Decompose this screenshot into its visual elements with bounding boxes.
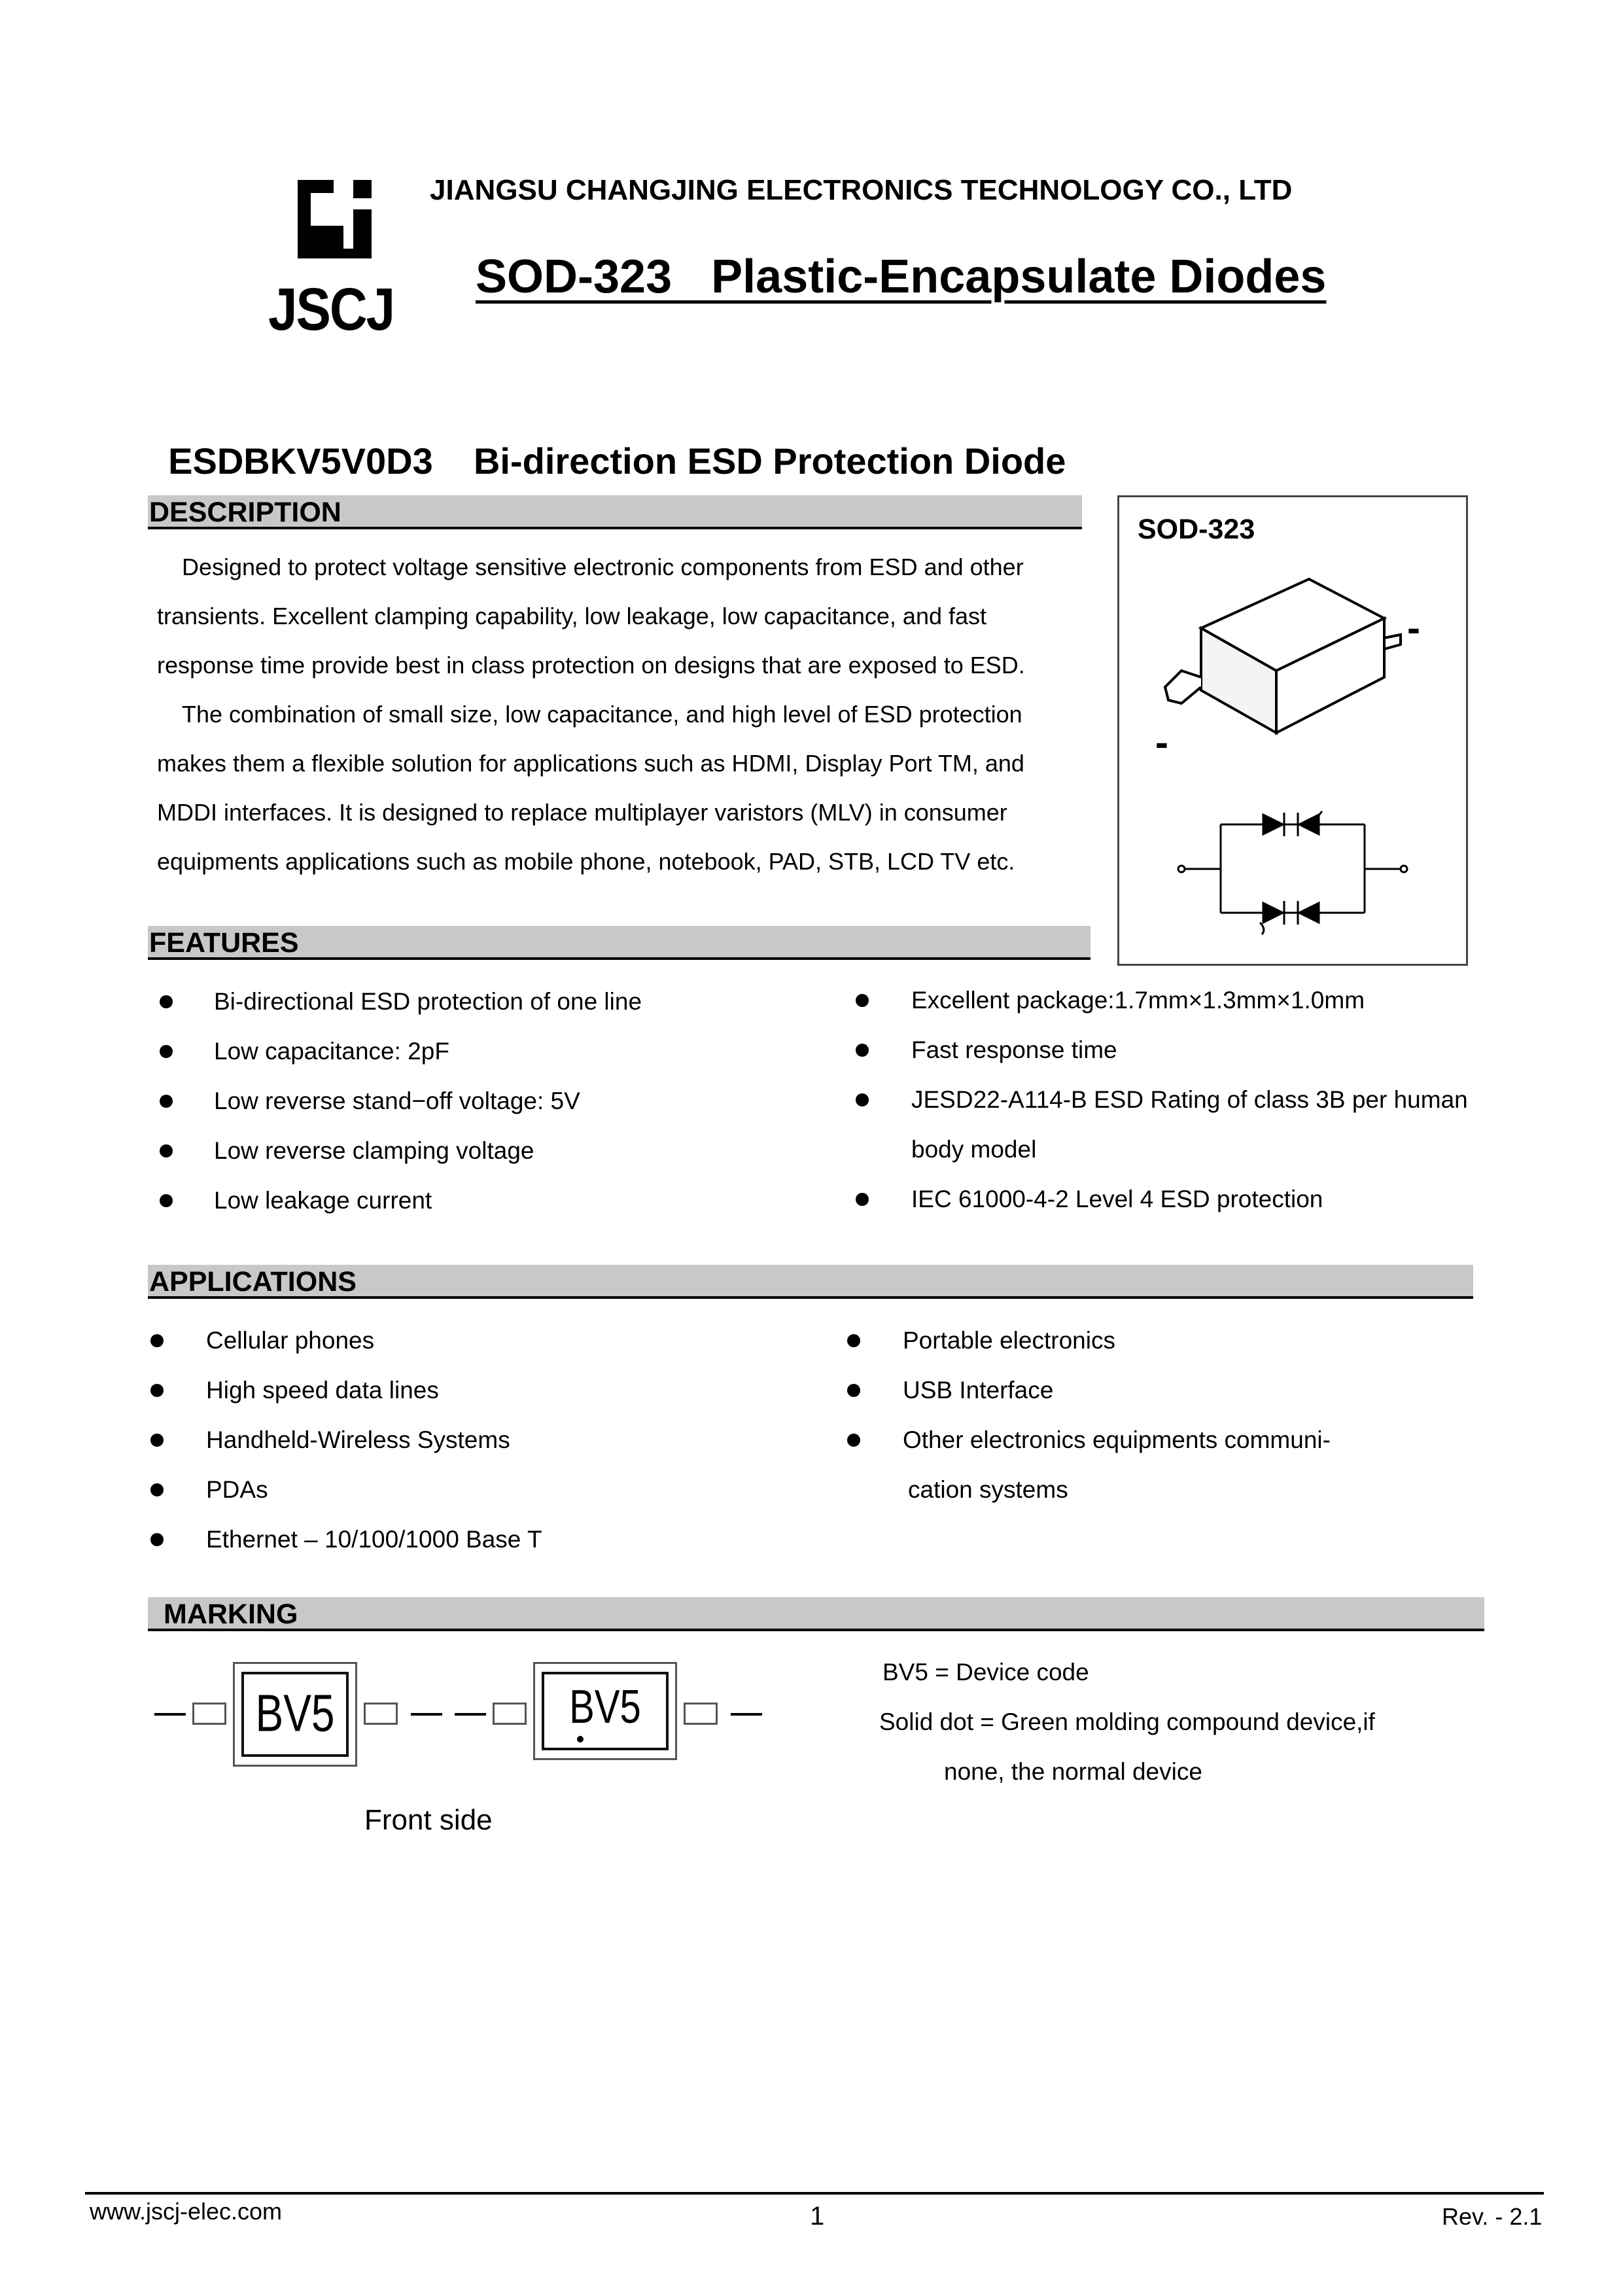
marking-note: Solid dot = Green molding compound device,if [879, 1708, 1375, 1735]
logo-text: JSCJ [268, 275, 394, 343]
document-title: SOD-323 Plastic-Encapsulate Diodes [476, 251, 1327, 303]
description-section-bar [148, 495, 1082, 529]
pin-mark-1: - [1407, 606, 1420, 650]
lead-pad [493, 1703, 527, 1725]
bullet-icon [856, 994, 869, 1007]
application-item: High speed data lines [206, 1377, 439, 1404]
feature-item-continuation: body model [911, 1136, 1037, 1163]
marking-heading: MARKING [164, 1598, 298, 1630]
feature-item: Fast response time [911, 1036, 1117, 1063]
bullet-icon [150, 1483, 164, 1496]
revision-label: Rev. - 2.1 [1442, 2203, 1543, 2230]
footer-website[interactable]: www.jscj-elec.com [90, 2198, 283, 2225]
bullet-icon [160, 995, 173, 1008]
bullet-icon [150, 1384, 164, 1397]
part-description: Bi-direction ESD Protection Diode [473, 440, 1066, 482]
description-line: transients. Excellent clamping capability, low leakage, low capacitance, and fast [157, 603, 987, 629]
feature-item: Low leakage current [214, 1187, 432, 1214]
bullet-icon [160, 1045, 173, 1058]
feature-item: Bi-directional ESD protection of one line [214, 988, 642, 1015]
chip-body [533, 1662, 677, 1760]
description-line: MDDI interfaces. It is designed to replace multiplayer varistors (MLV) in consumer [157, 799, 1007, 826]
part-heading [148, 397, 1066, 482]
footer-rule [85, 2192, 1544, 2195]
lead-line [455, 1713, 486, 1716]
package-label: SOD-323 [1138, 514, 1255, 545]
description-line: equipments applications such as mobile phone, notebook, PAD, STB, LCD TV etc. [157, 848, 1015, 875]
description-body [157, 542, 1025, 886]
application-item: PDAs [206, 1476, 268, 1503]
package-body-outline [1165, 579, 1401, 733]
package-drawing [1119, 497, 1466, 964]
marking-note: none, the normal device [944, 1758, 1202, 1785]
diode-pair-bottom [1260, 901, 1319, 934]
bullet-icon [150, 1434, 164, 1447]
bullet-icon [856, 1193, 869, 1206]
lead-line [154, 1713, 186, 1716]
green-molding-dot-icon [577, 1736, 584, 1742]
marking-section-bar [148, 1597, 1484, 1631]
applications-section-bar [148, 1265, 1473, 1299]
features-heading: FEATURES [149, 927, 299, 959]
description-line: Designed to protect voltage sensitive electronic components from ESD and other [182, 554, 1024, 580]
description-line: The combination of small size, low capacitance, and high level of ESD protection [182, 701, 1022, 728]
marking-diagram-green [455, 1662, 742, 1767]
marking-diagram-normal [154, 1662, 416, 1767]
bullet-icon [160, 1144, 173, 1157]
description-heading: DESCRIPTION [149, 497, 341, 528]
bullet-icon [150, 1533, 164, 1546]
package-box [1117, 495, 1468, 966]
application-item-continuation: cation systems [908, 1476, 1068, 1503]
part-number: ESDBKV5V0D3 [168, 440, 433, 482]
features-section-bar [148, 926, 1091, 960]
bullet-icon [856, 1044, 869, 1057]
lead-line [731, 1713, 762, 1716]
bullet-icon [847, 1334, 860, 1347]
application-item: Other electronics equipments communi- [903, 1426, 1331, 1453]
application-item: Portable electronics [903, 1327, 1115, 1354]
lead-pad [684, 1703, 718, 1725]
bullet-icon [847, 1384, 860, 1397]
feature-item: Low capacitance: 2pF [214, 1038, 449, 1065]
application-item: Cellular phones [206, 1327, 375, 1354]
page-number: 1 [810, 2202, 825, 2231]
bullet-icon [160, 1095, 173, 1108]
applications-heading: APPLICATIONS [149, 1266, 357, 1298]
marking-code: BV5 [255, 1684, 335, 1742]
description-line: makes them a flexible solution for applications such as HDMI, Display Port TM, and [157, 750, 1024, 777]
lead-pad [364, 1703, 398, 1725]
lead-line [411, 1713, 442, 1716]
marking-code: BV5 [569, 1680, 641, 1734]
bidirectional-diode-schematic [1178, 824, 1407, 913]
pin-mark-2: - [1155, 720, 1168, 764]
bullet-icon [847, 1434, 860, 1447]
feature-item: Low reverse stand−off voltage: 5V [214, 1087, 580, 1114]
application-item: Handheld-Wireless Systems [206, 1426, 510, 1453]
bullet-icon [160, 1194, 173, 1207]
application-item: USB Interface [903, 1377, 1054, 1404]
lead-pad [192, 1703, 226, 1725]
marking-note: BV5 = Device code [882, 1659, 1089, 1686]
bullet-icon [856, 1093, 869, 1106]
feature-item: IEC 61000-4-2 Level 4 ESD protection [911, 1186, 1323, 1212]
application-item: Ethernet – 10/100/1000 Base T [206, 1526, 542, 1553]
bullet-icon [150, 1334, 164, 1347]
company-name: JIANGSU CHANGJING ELECTRONICS TECHNOLOGY CO., LTD [430, 174, 1293, 206]
description-line: response time provide best in class protection on designs that are exposed to ESD. [157, 652, 1025, 679]
front-side-label: Front side [364, 1804, 493, 1836]
chip-body [233, 1662, 357, 1767]
feature-item: Excellent package:1.7mm×1.3mm×1.0mm [911, 987, 1365, 1014]
feature-item: JESD22-A114-B ESD Rating of class 3B per human [911, 1086, 1468, 1113]
feature-item: Low reverse clamping voltage [214, 1137, 534, 1164]
